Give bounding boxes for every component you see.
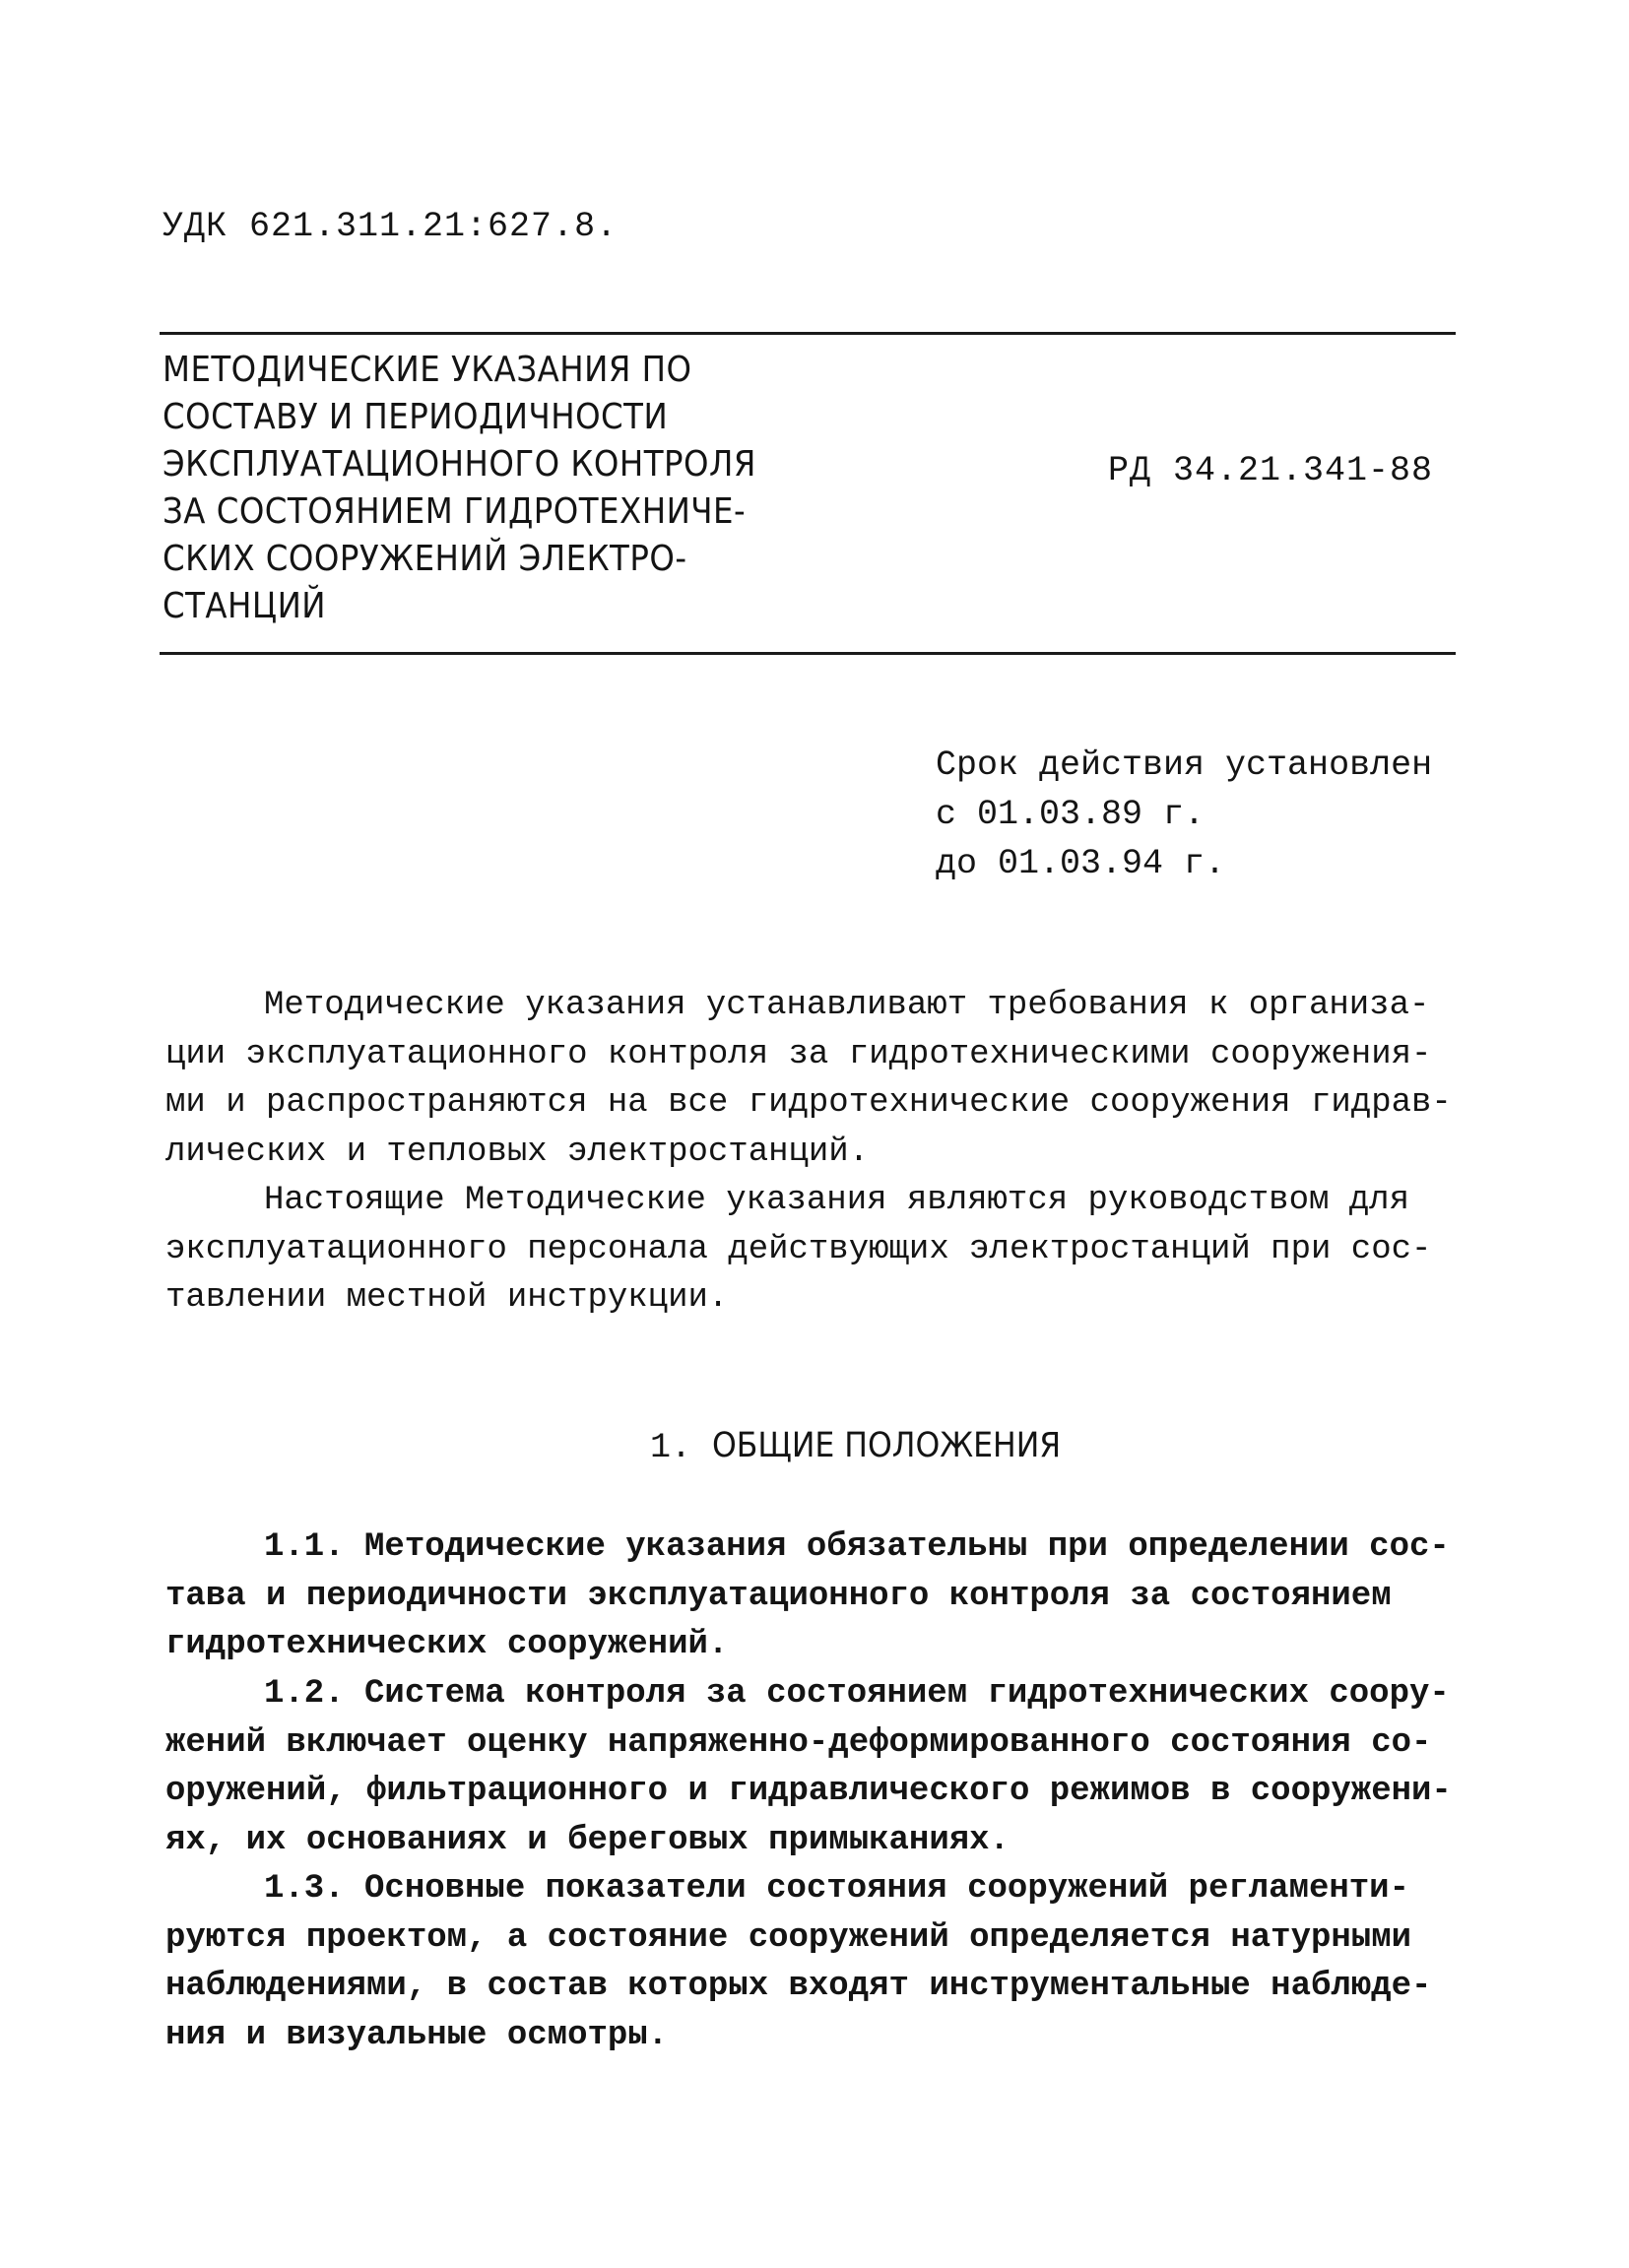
validity-period bbox=[936, 741, 1432, 888]
intro-paragraph-2 bbox=[165, 1177, 1446, 1324]
title-line: ЗА СОСТОЯНИЕМ ГИДРОТЕХНИЧЕ- bbox=[163, 491, 747, 532]
text-line: ми и распространяются на все гидротехнические сооружения гидрав- bbox=[165, 1084, 1452, 1122]
text-line: Методические указания устанавливают требования к организа- bbox=[264, 987, 1430, 1024]
document-title bbox=[163, 347, 756, 630]
clause-1-3 bbox=[165, 1865, 1446, 2060]
text-line: тава и периодичности эксплуатационного контроля за состоянием bbox=[165, 1577, 1392, 1615]
section-heading bbox=[650, 1426, 1061, 1467]
text-line: ции эксплуатационного контроля за гидротехническими сооружения- bbox=[165, 1035, 1432, 1073]
clause-1-2 bbox=[165, 1670, 1452, 1865]
text-line: 1.3. Основные показатели состояния сооружений регламенти- bbox=[264, 1870, 1409, 1908]
text-line: 1.1. Методические указания обязательны при определении сос- bbox=[264, 1528, 1450, 1566]
intro-paragraph-1 bbox=[165, 982, 1452, 1177]
text-line: гидротехнических сооружений. bbox=[165, 1626, 729, 1663]
title-line: ЭКСПЛУАТАЦИОННОГО КОНТРОЛЯ bbox=[163, 444, 756, 485]
text-line: эксплуатационного персонала действующих электростанций при сос- bbox=[165, 1230, 1432, 1268]
section-title: ОБЩИЕ ПОЛОЖЕНИЯ bbox=[712, 1426, 1062, 1465]
text-line: руются проектом, а состояние сооружений определяется натурными bbox=[165, 1918, 1412, 1957]
title-line: СОСТАВУ И ПЕРИОДИЧНОСТИ bbox=[163, 397, 669, 437]
section-number: 1. bbox=[650, 1428, 692, 1467]
text-line: лических и тепловых электростанций. bbox=[165, 1133, 870, 1171]
validity-start: с 01.03.89 г. bbox=[936, 795, 1205, 834]
text-line: ния и визуальные осмотры. bbox=[165, 2016, 669, 2054]
title-line: МЕТОДИЧЕСКИЕ УКАЗАНИЯ ПО bbox=[163, 350, 692, 390]
text-line: ях, их основаниях и береговых примыканиях. bbox=[165, 1821, 1010, 1859]
title-line: СТАНЦИЙ bbox=[163, 586, 327, 626]
validity-label: Срок действия установлен bbox=[936, 745, 1433, 785]
title-line: СКИХ СООРУЖЕНИЙ ЭЛЕКТРО- bbox=[163, 539, 687, 579]
udk-code: УДК 621.311.21:627.8. bbox=[163, 207, 619, 246]
validity-end: до 01.03.94 г. bbox=[936, 844, 1226, 883]
title-top-rule bbox=[160, 332, 1456, 335]
title-bottom-rule bbox=[160, 652, 1456, 655]
text-line: 1.2. Система контроля за состоянием гидротехнических соору- bbox=[264, 1675, 1450, 1713]
text-line: жений включает оценку напряженно-деформированного состояния со- bbox=[165, 1723, 1432, 1762]
text-line: наблюдениями, в состав которых входят инструментальные наблюде- bbox=[165, 1968, 1432, 2005]
text-line: тавлении местной инструкции. bbox=[165, 1279, 729, 1317]
text-line: Настоящие Методические указания являются руководством для bbox=[264, 1182, 1409, 1219]
clause-1-1 bbox=[165, 1523, 1450, 1670]
text-line: оружений, фильтрационного и гидравлического режимов в сооружени- bbox=[165, 1773, 1452, 1810]
document-code: РД 34.21.341-88 bbox=[1108, 451, 1434, 490]
